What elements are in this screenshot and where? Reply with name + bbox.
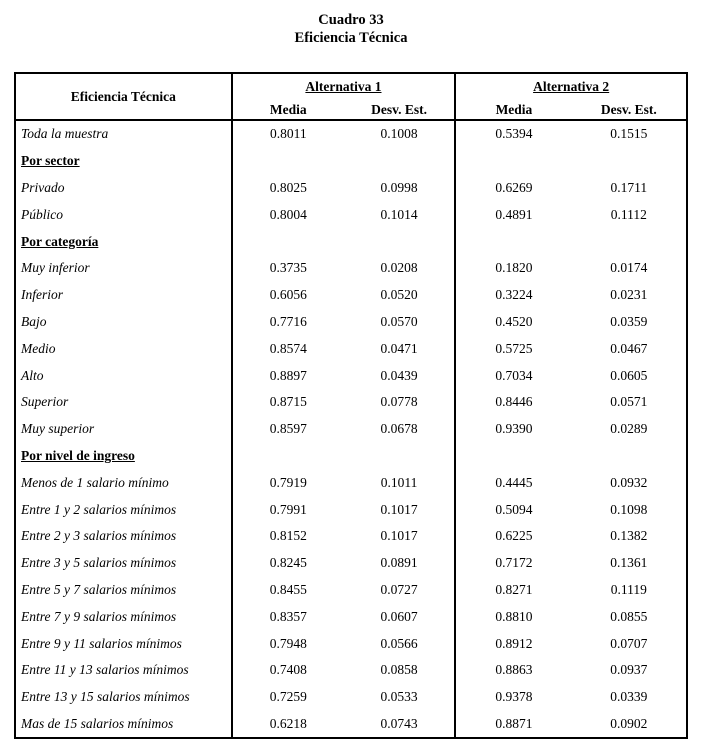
corner-header: Eficiencia Técnica bbox=[15, 73, 232, 120]
table-row bbox=[15, 282, 687, 309]
cell-alt1-desv: 0.1017 bbox=[344, 496, 455, 523]
cell-alt1-media: 0.8152 bbox=[269, 528, 307, 544]
cell-alt1-desv: 0.0439 bbox=[344, 362, 455, 389]
cell-alt2-media bbox=[455, 228, 571, 255]
col-header-alt2-media: Media bbox=[455, 100, 571, 120]
cell-alt1-desv: 0.0998 bbox=[344, 175, 455, 202]
cell-alt1-desv: 0.0678 bbox=[344, 416, 455, 443]
cell-alt1-desv: 0.0566 bbox=[344, 630, 455, 657]
cell-alt2-desv: 0.1382 bbox=[610, 528, 648, 544]
row-label: Por categoría bbox=[15, 228, 232, 255]
cell-alt1-media: 0.7991 bbox=[269, 501, 307, 517]
cell-alt2-media: 0.7034 bbox=[495, 367, 533, 383]
cell-alt1-media: 0.6218 bbox=[269, 715, 307, 731]
row-label: Alto bbox=[15, 362, 232, 389]
cell-alt2-desv: 0.0571 bbox=[610, 394, 648, 410]
cell-alt1-desv: 0.0743 bbox=[344, 711, 455, 739]
cell-alt1-media: 0.8357 bbox=[269, 608, 307, 624]
table-row bbox=[15, 255, 687, 282]
cell-alt2-desv: 0.0467 bbox=[610, 340, 648, 356]
cell-alt2-media: 0.9378 bbox=[495, 689, 533, 705]
cell-alt1-desv: 0.1008 bbox=[344, 120, 455, 148]
cell-alt1-desv: 0.0208 bbox=[344, 255, 455, 282]
cell-alt2-desv: 0.0932 bbox=[610, 474, 648, 490]
cell-alt2-media: 0.6269 bbox=[495, 179, 533, 195]
section-row bbox=[15, 228, 687, 255]
cell-alt1-media: 0.8574 bbox=[269, 340, 307, 356]
row-label: Entre 11 y 13 salarios mínimos bbox=[15, 657, 232, 684]
cell-alt1-media: 0.8245 bbox=[269, 555, 307, 571]
row-label: Entre 1 y 2 salarios mínimos bbox=[15, 496, 232, 523]
cell-alt2-desv bbox=[572, 148, 687, 175]
cell-alt2-media: 0.5394 bbox=[495, 126, 533, 142]
row-label: Por sector bbox=[15, 148, 232, 175]
row-label: Privado bbox=[15, 175, 232, 202]
cell-alt1-media: 0.7716 bbox=[269, 313, 307, 329]
cell-alt2-desv: 0.0289 bbox=[610, 421, 648, 437]
table-number: Cuadro 33 bbox=[318, 12, 384, 28]
cell-alt2-media: 0.4445 bbox=[495, 474, 533, 490]
col-header-alt1-desv: Desv. Est. bbox=[344, 100, 455, 120]
table-row bbox=[15, 603, 687, 630]
row-label: Muy inferior bbox=[15, 255, 232, 282]
table-row bbox=[15, 175, 687, 202]
cell-alt2-desv: 0.1112 bbox=[610, 206, 647, 222]
cell-alt2-media: 0.8271 bbox=[495, 581, 533, 597]
row-label: Superior bbox=[15, 389, 232, 416]
col-header-alt2-desv: Desv. Est. bbox=[572, 100, 687, 120]
row-label: Entre 3 y 5 salarios mínimos bbox=[15, 550, 232, 577]
row-label: Por nivel de ingreso bbox=[15, 443, 232, 470]
cell-alt2-desv bbox=[572, 228, 687, 255]
row-label: Bajo bbox=[15, 309, 232, 336]
cell-alt2-media bbox=[455, 443, 571, 470]
group-header-alt1-label: Alternativa 1 bbox=[305, 79, 382, 94]
table-row bbox=[15, 362, 687, 389]
group-header-alt1 bbox=[232, 73, 456, 100]
cell-alt1-desv bbox=[344, 228, 455, 255]
cell-alt2-media bbox=[455, 148, 571, 175]
cell-alt1-desv: 0.1014 bbox=[344, 201, 455, 228]
row-label: Entre 7 y 9 salarios mínimos bbox=[15, 603, 232, 630]
row-label: Muy superior bbox=[15, 416, 232, 443]
cell-alt2-media: 0.5094 bbox=[495, 501, 533, 517]
cell-alt2-media: 0.1820 bbox=[495, 260, 533, 276]
cell-alt1-media: 0.6056 bbox=[269, 287, 307, 303]
table-row bbox=[15, 120, 687, 148]
cell-alt1-desv: 0.0778 bbox=[344, 389, 455, 416]
row-label: Entre 9 y 11 salarios mínimos bbox=[15, 630, 232, 657]
table-row bbox=[15, 469, 687, 496]
cell-alt1-desv: 0.0607 bbox=[344, 603, 455, 630]
cell-alt1-media: 0.8025 bbox=[269, 179, 307, 195]
cell-alt1-media: 0.7408 bbox=[269, 662, 307, 678]
cell-alt2-desv: 0.0937 bbox=[610, 662, 648, 678]
cell-alt1-desv: 0.1017 bbox=[344, 523, 455, 550]
cell-alt1-media: 0.8897 bbox=[269, 367, 307, 383]
cell-alt2-desv: 0.0902 bbox=[610, 715, 648, 731]
table-header bbox=[15, 73, 687, 120]
table-row bbox=[15, 201, 687, 228]
cell-alt2-desv: 0.0707 bbox=[610, 635, 648, 651]
table-row bbox=[15, 389, 687, 416]
cell-alt1-desv bbox=[344, 443, 455, 470]
cell-alt1-media bbox=[232, 148, 344, 175]
cell-alt1-media: 0.7948 bbox=[269, 635, 307, 651]
table-row bbox=[15, 657, 687, 684]
table-row bbox=[15, 711, 687, 739]
cell-alt1-desv: 0.0570 bbox=[344, 309, 455, 336]
table-title: Eficiencia Técnica bbox=[294, 30, 408, 46]
table-row bbox=[15, 523, 687, 550]
cell-alt1-media: 0.8004 bbox=[269, 206, 307, 222]
row-label: Menos de 1 salario mínimo bbox=[15, 469, 232, 496]
cell-alt2-desv: 0.0339 bbox=[610, 689, 648, 705]
row-label: Público bbox=[15, 201, 232, 228]
cell-alt2-media: 0.8863 bbox=[495, 662, 533, 678]
row-label: Entre 2 y 3 salarios mínimos bbox=[15, 523, 232, 550]
cell-alt1-desv: 0.0471 bbox=[344, 335, 455, 362]
table-row bbox=[15, 335, 687, 362]
cell-alt1-desv: 0.0858 bbox=[344, 657, 455, 684]
table-row bbox=[15, 577, 687, 604]
cell-alt1-media: 0.8455 bbox=[269, 581, 307, 597]
row-label: Entre 13 y 15 salarios mínimos bbox=[15, 684, 232, 711]
cell-alt1-media: 0.8011 bbox=[269, 126, 307, 142]
table-row bbox=[15, 684, 687, 711]
row-label: Inferior bbox=[15, 282, 232, 309]
cell-alt2-media: 0.3224 bbox=[495, 287, 533, 303]
table-row bbox=[15, 309, 687, 336]
cell-alt2-desv: 0.0174 bbox=[610, 260, 648, 276]
cell-alt1-media bbox=[232, 443, 344, 470]
cell-alt2-media: 0.4891 bbox=[495, 206, 533, 222]
cell-alt2-media: 0.6225 bbox=[495, 528, 533, 544]
row-label: Toda la muestra bbox=[15, 120, 232, 148]
cell-alt2-desv: 0.1098 bbox=[610, 501, 648, 517]
cell-alt1-media: 0.7919 bbox=[269, 474, 307, 490]
cell-alt2-desv: 0.0855 bbox=[610, 608, 648, 624]
cell-alt2-media: 0.8912 bbox=[495, 635, 533, 651]
row-label: Mas de 15 salarios mínimos bbox=[15, 711, 232, 739]
cell-alt2-desv: 0.1361 bbox=[610, 555, 648, 571]
cell-alt1-desv: 0.1011 bbox=[344, 469, 455, 496]
cell-alt2-desv: 0.0231 bbox=[610, 287, 648, 303]
cell-alt1-media: 0.8597 bbox=[269, 421, 307, 437]
table-body bbox=[15, 120, 687, 738]
cell-alt1-media: 0.7259 bbox=[269, 689, 307, 705]
cell-alt2-desv: 0.0359 bbox=[610, 313, 648, 329]
cell-alt2-desv: 0.1711 bbox=[610, 179, 648, 195]
section-row bbox=[15, 443, 687, 470]
cell-alt2-desv: 0.1119 bbox=[610, 581, 647, 597]
doc-title bbox=[0, 11, 702, 47]
cell-alt2-media: 0.8446 bbox=[495, 394, 533, 410]
cell-alt1-desv bbox=[344, 148, 455, 175]
cell-alt1-media bbox=[232, 228, 344, 255]
col-header-alt1-media: Media bbox=[232, 100, 344, 120]
cell-alt2-media: 0.7172 bbox=[495, 555, 533, 571]
efficiency-table bbox=[14, 72, 688, 739]
cell-alt2-desv: 0.0605 bbox=[610, 367, 648, 383]
section-row bbox=[15, 148, 687, 175]
cell-alt2-desv: 0.1515 bbox=[610, 126, 648, 142]
cell-alt2-media: 0.4520 bbox=[495, 313, 533, 329]
cell-alt1-desv: 0.0520 bbox=[344, 282, 455, 309]
table-row bbox=[15, 416, 687, 443]
cell-alt2-media: 0.8810 bbox=[495, 608, 533, 624]
row-label: Entre 5 y 7 salarios mínimos bbox=[15, 577, 232, 604]
cell-alt1-desv: 0.0533 bbox=[344, 684, 455, 711]
cell-alt1-media: 0.3735 bbox=[269, 260, 307, 276]
cell-alt1-desv: 0.0891 bbox=[344, 550, 455, 577]
group-header-row bbox=[15, 73, 687, 100]
row-label: Medio bbox=[15, 335, 232, 362]
cell-alt2-media: 0.5725 bbox=[495, 340, 533, 356]
table-row bbox=[15, 496, 687, 523]
cell-alt1-desv: 0.0727 bbox=[344, 577, 455, 604]
cell-alt2-media: 0.8871 bbox=[495, 715, 533, 731]
cell-alt1-media: 0.8715 bbox=[269, 394, 307, 410]
group-header-alt2 bbox=[455, 73, 687, 100]
cell-alt2-desv bbox=[572, 443, 687, 470]
cell-alt2-media: 0.9390 bbox=[495, 421, 533, 437]
group-header-alt2-label: Alternativa 2 bbox=[533, 79, 610, 94]
table-row bbox=[15, 550, 687, 577]
table-row bbox=[15, 630, 687, 657]
